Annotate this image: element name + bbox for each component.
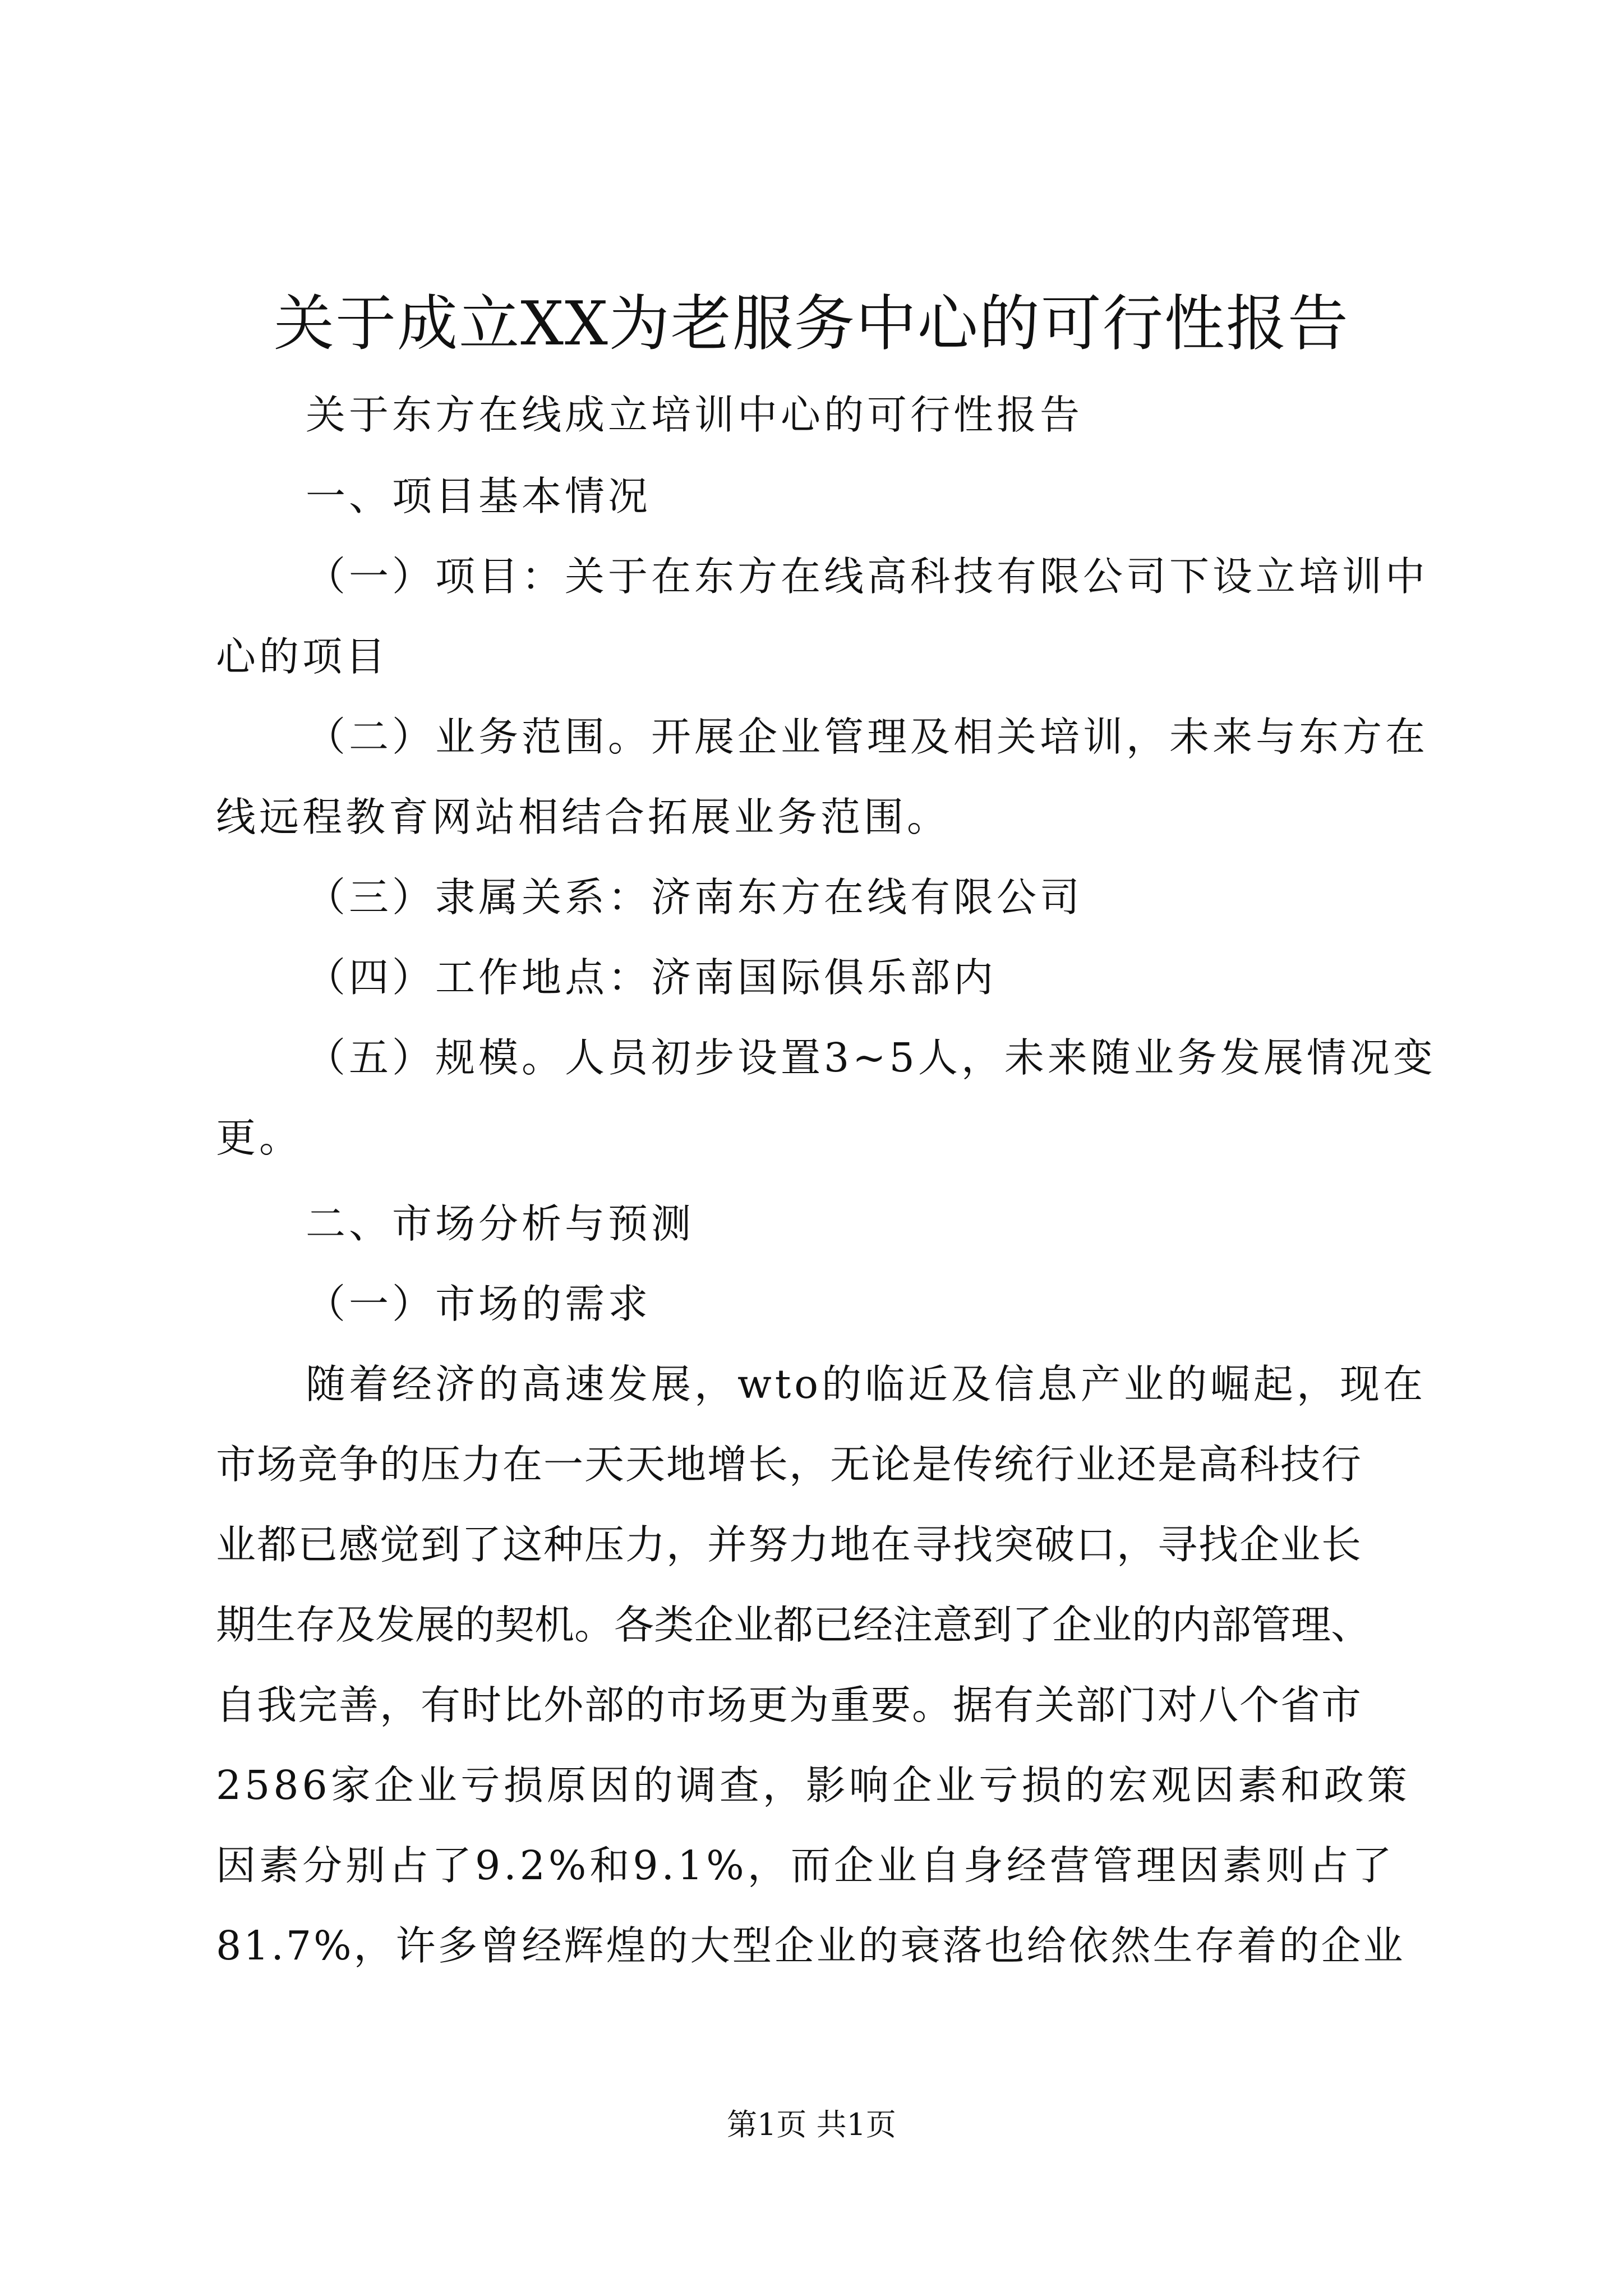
body-line-19: 因素分别占了9.2%和9.1%，而企业自身经营管理因素则占了 <box>216 1842 1395 1889</box>
body-line-8: （四）工作地点：济南国际俱乐部内 <box>306 954 997 1001</box>
body-line-9: （五）规模。人员初步设置3~5人，未来随业务发展情况变 <box>306 1034 1436 1081</box>
body-line-20: 81.7%，许多曾经辉煌的大型企业的衰落也给依然生存着的企业 <box>216 1922 1405 1969</box>
body-line-2: 一、项目基本情况 <box>306 473 652 519</box>
body-line-5: （二）业务范围。开展企业管理及相关培训，未来与东方在 <box>306 714 1429 760</box>
body-line-10: 更。 <box>216 1115 303 1161</box>
body-line-11: 二、市场分析与预测 <box>306 1200 695 1247</box>
body-line-6: 线远程教育网站相结合拓展业务范围。 <box>216 794 951 840</box>
body-line-14: 市场竞争的压力在一天天地增长，无论是传统行业还是高科技行 <box>216 1441 1363 1488</box>
body-line-12: （一）市场的需求 <box>306 1281 652 1327</box>
body-line-4: 心的项目 <box>216 633 389 680</box>
body-line-16: 期生存及发展的契机。各类企业都已经注意到了企业的内部管理、 <box>216 1602 1371 1648</box>
body-line-13: 随着经济的高速发展，wto的临近及信息产业的崛起，现在 <box>306 1361 1427 1407</box>
document-title: 关于成立XX为老服务中心的可行性报告 <box>274 289 1349 359</box>
body-line-17: 自我完善，有时比外部的市场更为重要。据有关部门对八个省市 <box>216 1682 1363 1728</box>
body-line-15: 业都已感觉到了这种压力，并努力地在寻找突破口，寻找企业长 <box>216 1521 1363 1568</box>
body-line-3: （一）项目：关于在东方在线高科技有限公司下设立培训中 <box>306 553 1429 600</box>
body-line-7: （三）隶属关系：济南东方在线有限公司 <box>306 874 1083 921</box>
page-footer: 第1页 共1页 <box>727 2107 896 2142</box>
body-line-1: 关于东方在线成立培训中心的可行性报告 <box>306 392 1083 438</box>
body-line-18: 2586家企业亏损原因的调查，影响企业亏损的宏观因素和政策 <box>216 1762 1410 1809</box>
